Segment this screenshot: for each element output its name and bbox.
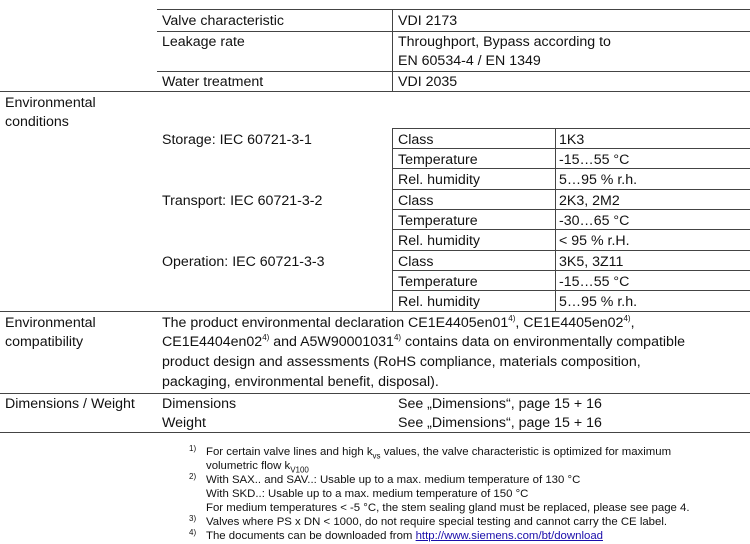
transport-humidity-value: < 95 % r.H. xyxy=(559,233,630,249)
operation-class-label: Class xyxy=(398,254,434,270)
operation-class-value: 3K5, 3Z11 xyxy=(559,254,624,270)
footnote-ref-4: 4) xyxy=(623,314,631,323)
rule-bottom xyxy=(0,432,750,433)
footnote-4-lead: The documents can be downloaded from xyxy=(206,530,416,542)
rule-inner-param-left xyxy=(392,128,393,311)
download-link[interactable]: http://www.siemens.com/bt/download xyxy=(415,530,603,542)
rule-after-water-treatment xyxy=(0,91,750,92)
environmental-compatibility-heading-line2: compatibility xyxy=(5,334,84,350)
weight-label: Weight xyxy=(162,415,206,431)
operation-temperature-label: Temperature xyxy=(398,274,478,290)
footnote-4-marker: 4) xyxy=(189,528,197,537)
footnote-1-kvs-subscript: vs xyxy=(372,451,381,461)
transport-class-value: 2K3, 2M2 xyxy=(559,193,620,209)
transport-group-name: Transport: IEC 60721-3-2 xyxy=(162,193,323,209)
storage-humidity-value: 5…95 % r.h. xyxy=(559,172,638,188)
valve-characteristic-value: VDI 2173 xyxy=(398,13,458,29)
transport-temperature-label: Temperature xyxy=(398,213,478,229)
storage-humidity-label: Rel. humidity xyxy=(398,172,481,188)
environmental-conditions-heading-line1: Environmental xyxy=(5,95,96,111)
footnote-1-kv100-subscript: V100 xyxy=(290,465,309,475)
rule-after-leakage-rate xyxy=(157,71,750,72)
storage-group-name: Storage: IEC 60721-3-1 xyxy=(162,132,312,148)
water-treatment-value: VDI 2035 xyxy=(398,74,458,90)
compatibility-line2-part2: and A5W90001031 xyxy=(269,334,394,350)
storage-temperature-value: -15…55 °C xyxy=(559,152,630,168)
rule-after-environmental-compatibility xyxy=(0,393,750,394)
footnote-3-marker: 3) xyxy=(189,514,197,523)
compatibility-line1-part1: The product environmental declaration CE1E4405en01 xyxy=(162,315,509,331)
compatibility-text-line3: product design and assessments (RoHS compliance, materials composition, xyxy=(162,354,641,370)
dimensions-weight-heading: Dimensions / Weight xyxy=(5,396,135,412)
compatibility-line1-part3: , xyxy=(630,315,635,331)
rule-inner-value-left xyxy=(555,128,556,311)
leakage-rate-value-line1: Throughport, Bypass according to xyxy=(398,34,611,50)
footnote-ref-4: 4) xyxy=(508,314,516,323)
compatibility-line1-part2: , CE1E4405en02 xyxy=(515,315,624,331)
footnote-ref-4: 4) xyxy=(393,333,402,342)
footnote-3-text: Valves where PS x DN < 1000, do not require special testing and cannot carry the CE label. xyxy=(206,516,668,528)
environmental-compatibility-heading-line1: Environmental xyxy=(5,315,96,331)
footnote-2-line3: For medium temperatures < -5 °C, the stem sealing gland must be replaced, please see page 4. xyxy=(206,502,690,514)
footnote-1-marker: 1) xyxy=(189,444,197,453)
rule-after-environmental-conditions xyxy=(0,311,750,312)
rule-top xyxy=(157,9,750,10)
footnote-2-line1: With SAX.. and SAV..: Usable up to a max. medium temperature of 130 °C xyxy=(206,474,581,486)
compatibility-text-line1 xyxy=(162,314,635,332)
storage-class-label: Class xyxy=(398,132,434,148)
footnote-1-line1 xyxy=(206,446,671,459)
operation-humidity-label: Rel. humidity xyxy=(398,294,481,310)
footnote-1-line1-rest: values, the valve characteristic is optimized for maximum xyxy=(380,446,672,458)
footnote-1-line1-text: For certain valve lines and high k xyxy=(206,446,373,458)
footnote-1-line2-text: volumetric flow k xyxy=(206,460,291,472)
weight-value: See „Dimensions“, page 15 + 16 xyxy=(398,415,602,431)
compatibility-text-line2 xyxy=(162,333,685,351)
environmental-conditions-heading-line2: conditions xyxy=(5,114,69,130)
transport-temperature-value: -30…65 °C xyxy=(559,213,630,229)
operation-humidity-value: 5…95 % r.h. xyxy=(559,294,638,310)
footnote-4-text xyxy=(206,530,603,543)
rule-inner-6 xyxy=(392,250,750,251)
rule-after-valve-characteristic xyxy=(157,31,750,32)
leakage-rate-value-line2: EN 60534-4 / EN 1349 xyxy=(398,53,541,69)
footnote-ref-4: 4) xyxy=(262,333,270,342)
leakage-rate-label: Leakage rate xyxy=(162,34,245,50)
transport-class-label: Class xyxy=(398,193,434,209)
operation-temperature-value: -15…55 °C xyxy=(559,274,630,290)
rule-col-divider-top xyxy=(392,9,393,92)
dimensions-value: See „Dimensions“, page 15 + 16 xyxy=(398,396,602,412)
rule-inner-top xyxy=(392,128,750,129)
storage-class-value: 1K3 xyxy=(559,132,585,148)
valve-characteristic-label: Valve characteristic xyxy=(162,13,284,29)
dimensions-label: Dimensions xyxy=(162,396,237,412)
compatibility-line2-part1: CE1E4404en02 xyxy=(162,334,263,350)
water-treatment-label: Water treatment xyxy=(162,74,264,90)
rule-inner-3 xyxy=(392,189,750,190)
footnote-1-line2 xyxy=(206,460,309,473)
transport-humidity-label: Rel. humidity xyxy=(398,233,481,249)
footnote-2-marker: 2) xyxy=(189,472,197,481)
compatibility-text-line4: packaging, environmental benefit, disposal). xyxy=(162,374,439,390)
footnote-2-line2: With SKD..: Usable up to a max. medium temperature of 150 °C xyxy=(206,488,529,500)
operation-group-name: Operation: IEC 60721-3-3 xyxy=(162,254,325,270)
storage-temperature-label: Temperature xyxy=(398,152,478,168)
compatibility-line2-part3: contains data on environmentally compatible xyxy=(401,334,685,350)
